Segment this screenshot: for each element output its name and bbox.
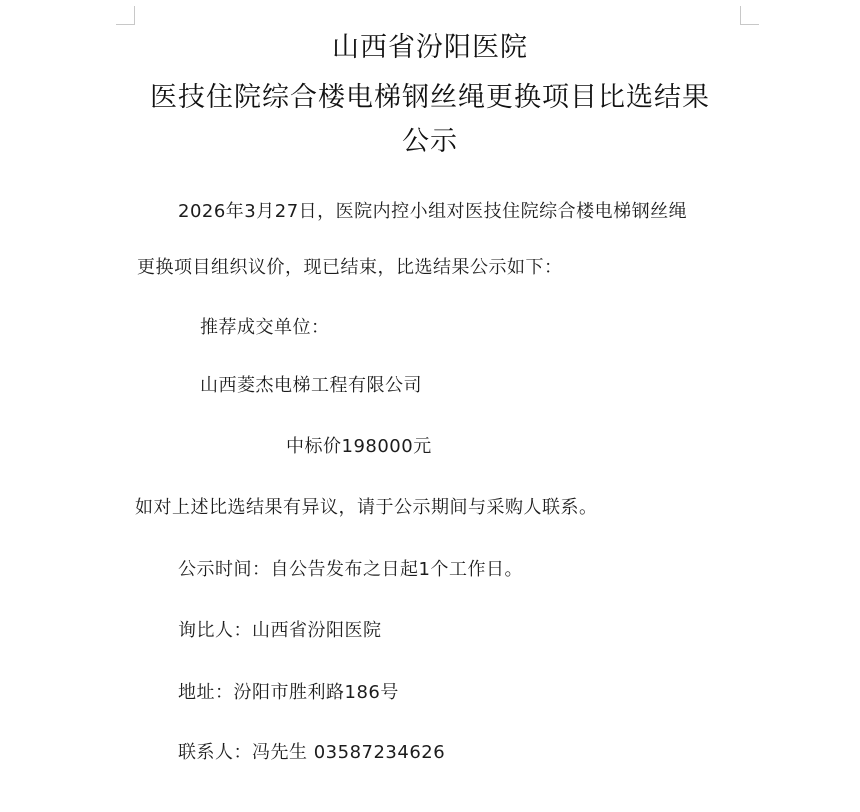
crop-mark-top-left: [116, 6, 135, 25]
winning-price: 中标价198000元: [286, 436, 432, 457]
address: 地址：汾阳市胜利路186号: [178, 682, 399, 703]
contact-person: 联系人：冯先生 03587234626: [178, 742, 446, 763]
recommended-company-name: 山西菱杰电梯工程有限公司: [200, 375, 422, 396]
hospital-name-title: 山西省汾阳医院: [332, 32, 528, 63]
notice-period: 公示时间：自公告发布之日起1个工作日。: [178, 559, 523, 580]
intro-paragraph-line1: 2026年3月27日，医院内控小组对医技住院综合楼电梯钢丝绳: [178, 201, 688, 222]
objection-note: 如对上述比选结果有异议，请于公示期间与采购人联系。: [135, 497, 598, 518]
notice-title: 公示: [402, 126, 458, 157]
inquirer: 询比人：山西省汾阳医院: [178, 620, 382, 641]
intro-paragraph-line2: 更换项目组织议价，现已结束，比选结果公示如下：: [137, 257, 563, 278]
project-title: 医技住院综合楼电梯钢丝绳更换项目比选结果: [150, 82, 710, 113]
recommended-unit-label: 推荐成交单位：: [200, 317, 330, 338]
crop-mark-top-right: [740, 6, 759, 25]
